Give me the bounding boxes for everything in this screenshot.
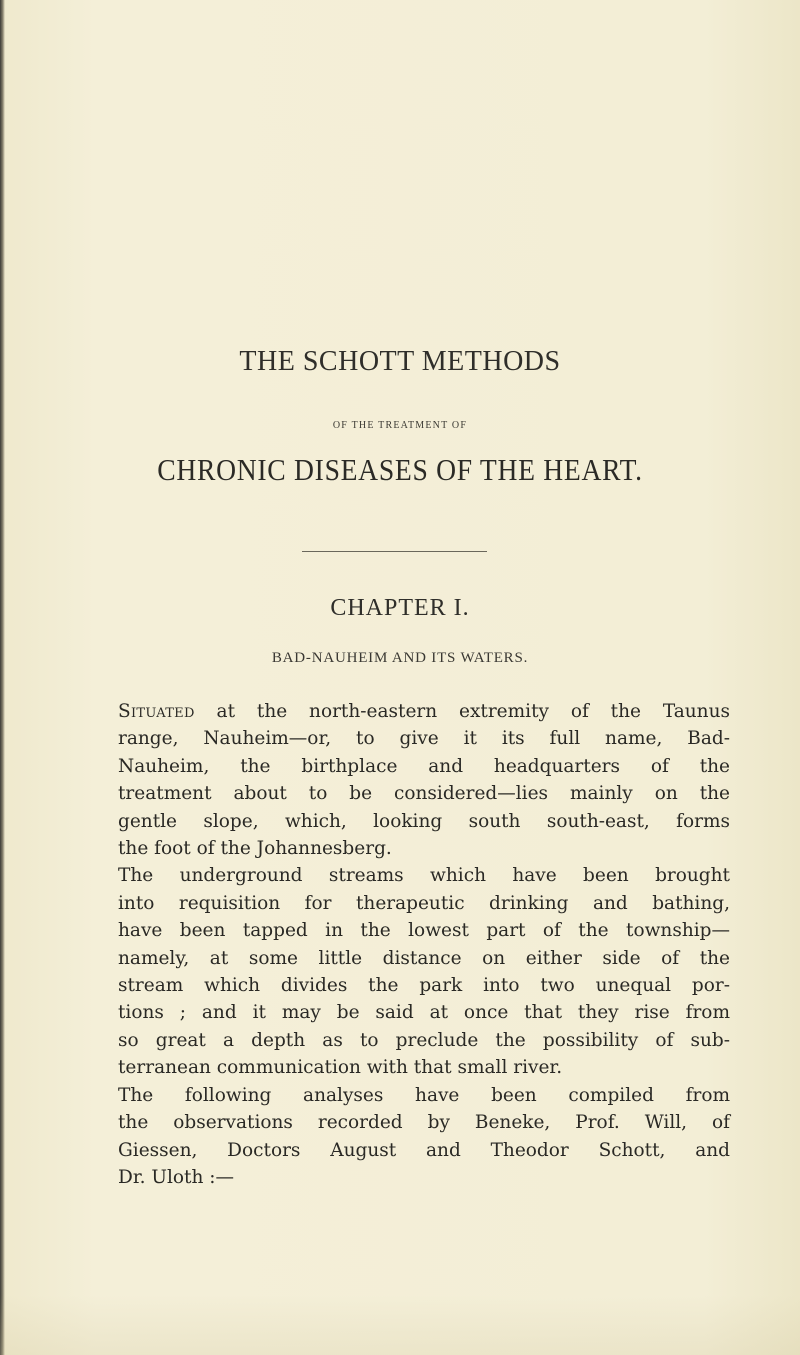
chapter-number: CHAPTER I.	[330, 595, 470, 621]
text-line: so great a depth as to preclude the possibility of sub-	[118, 1029, 730, 1051]
chapter-body	[118, 698, 730, 1191]
text-line: gentle slope, which, looking south south-east, forms	[118, 810, 730, 832]
paragraph-1	[118, 698, 730, 862]
drop-word: Situated	[118, 701, 195, 722]
text-line: The underground streams which have been brought	[118, 865, 730, 887]
text-line: Giessen, Doctors August and Theodor Schott, and	[118, 1139, 730, 1161]
page-shading	[0, 1295, 800, 1355]
text-line: the foot of the Johannesberg.	[118, 838, 392, 860]
text-line: stream which divides the park into two unequal por-	[118, 975, 730, 997]
text-line: The following analyses have been compiled from	[118, 1084, 730, 1106]
page-binding-edge	[0, 0, 5, 1355]
text-line: namely, at some little distance on either side of the	[118, 947, 730, 969]
book-title: THE SCHOTT METHODS	[239, 346, 561, 377]
text-line: tions ; and it may be said at once that they rise from	[118, 1002, 730, 1024]
paragraph-2	[118, 862, 730, 1081]
paragraph-3	[118, 1082, 730, 1192]
text-line	[118, 698, 730, 725]
title-divider	[302, 551, 487, 552]
text-line: Nauheim, the birthplace and headquarters of the	[118, 755, 730, 777]
book-subtitle: OF THE TREATMENT OF	[332, 420, 468, 431]
chapter-title: BAD-NAUHEIM AND ITS WATERS.	[271, 650, 529, 666]
text-line: Dr. Uloth :—	[118, 1166, 235, 1188]
text-line: terranean communication with that small river.	[118, 1057, 563, 1079]
disease-title: CHRONIC DISEASES OF THE HEART.	[157, 452, 643, 487]
text-line-part: at the north-eastern extremity of the Taunus	[194, 701, 730, 722]
text-line: into requisition for therapeutic drinking and bathing,	[118, 892, 730, 914]
text-line: the observations recorded by Beneke, Prof. Will, of	[118, 1112, 730, 1134]
text-line: treatment about to be considered—lies mainly on the	[118, 783, 730, 805]
text-line: range, Nauheim—or, to give it its full name, Bad-	[118, 728, 730, 750]
text-line: have been tapped in the lowest part of the township—	[118, 920, 730, 942]
